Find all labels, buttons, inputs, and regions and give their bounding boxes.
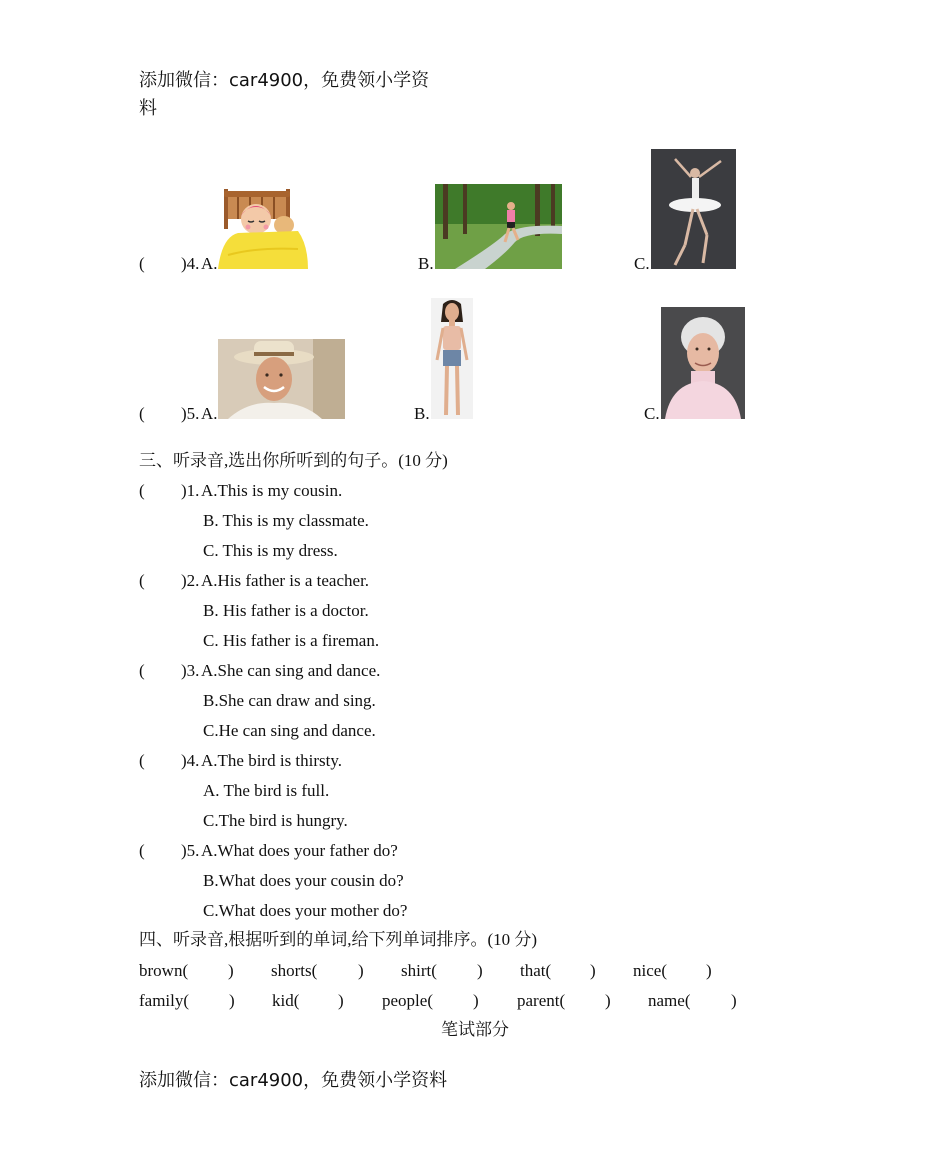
s3-q3-number: )3. bbox=[181, 661, 200, 680]
q5-option-b-label: B. bbox=[414, 404, 430, 423]
section3-title: 三、听录音,选出你所听到的句子。(10 分) bbox=[139, 451, 448, 470]
word-blank: family( bbox=[139, 991, 190, 1010]
s3-q5-option-a: A.What does your father do? bbox=[201, 841, 398, 860]
s3-q4-option-b: A. The bird is full. bbox=[203, 781, 330, 800]
q4-open-paren: ( bbox=[139, 254, 145, 273]
q5-option-a-label: A. bbox=[201, 404, 218, 423]
q4-option-b-label: B. bbox=[418, 254, 434, 273]
word-blank: people( bbox=[382, 991, 433, 1010]
q5-option-c-label: C. bbox=[644, 404, 660, 423]
s3-q5-open-paren: ( bbox=[139, 841, 145, 860]
s3-q3-option-c: C.He can sing and dance. bbox=[203, 721, 376, 740]
word-blank-close: ) bbox=[358, 961, 364, 980]
word-blank-close: ) bbox=[338, 991, 344, 1010]
q5-number: )5. bbox=[181, 404, 200, 423]
footer-wechat-note: 添加微信：car4900，免费领小学资料 bbox=[139, 1070, 448, 1091]
written-part-heading: 笔试部分 bbox=[441, 1020, 509, 1039]
s3-q1-option-b: B. This is my classmate. bbox=[203, 511, 369, 530]
old-man-hat-image bbox=[218, 339, 345, 419]
word-blank: name( bbox=[648, 991, 691, 1010]
s3-q2-number: )2. bbox=[181, 571, 200, 590]
word-blank: that( bbox=[520, 961, 552, 980]
ballet-dancer-image bbox=[651, 149, 736, 269]
word-blank-close: ) bbox=[473, 991, 479, 1010]
s3-q2-option-a: A.His father is a teacher. bbox=[201, 571, 370, 590]
word-blank-close: ) bbox=[228, 961, 234, 980]
word-blank: parent( bbox=[517, 991, 566, 1010]
word-blank: brown( bbox=[139, 961, 189, 980]
s3-q2-option-b: B. His father is a doctor. bbox=[203, 601, 369, 620]
word-blank-close: ) bbox=[706, 961, 712, 980]
wechat-note-line2: 料 bbox=[139, 98, 157, 119]
word-blank: kid( bbox=[272, 991, 300, 1010]
q4-number: )4. bbox=[181, 254, 200, 273]
q4-option-a-label: A. bbox=[201, 254, 218, 273]
q5-open-paren: ( bbox=[139, 404, 145, 423]
s3-q4-open-paren: ( bbox=[139, 751, 145, 770]
s3-q3-open-paren: ( bbox=[139, 661, 145, 680]
word-blank-close: ) bbox=[590, 961, 596, 980]
s3-q4-option-a: A.The bird is thirsty. bbox=[201, 751, 343, 770]
s3-q5-number: )5. bbox=[181, 841, 200, 860]
s3-q3-option-a: A.She can sing and dance. bbox=[201, 661, 381, 680]
word-blank-close: ) bbox=[229, 991, 235, 1010]
wechat-note-line1: 添加微信：car4900，免费领小学资 bbox=[139, 70, 430, 91]
s3-q1-open-paren: ( bbox=[139, 481, 145, 500]
word-blank: nice( bbox=[633, 961, 667, 980]
running-woman-image bbox=[435, 184, 562, 269]
s3-q3-option-b: B.She can draw and sing. bbox=[203, 691, 376, 710]
s3-q5-option-c: C.What does your mother do? bbox=[203, 901, 408, 920]
s3-q5-option-b: B.What does your cousin do? bbox=[203, 871, 404, 890]
s3-q1-number: )1. bbox=[181, 481, 200, 500]
word-blank: shorts( bbox=[271, 961, 318, 980]
s3-q4-number: )4. bbox=[181, 751, 200, 770]
word-blank-close: ) bbox=[477, 961, 483, 980]
s3-q1-option-c: C. This is my dress. bbox=[203, 541, 338, 560]
word-blank: shirt( bbox=[401, 961, 437, 980]
q4-option-c-label: C. bbox=[634, 254, 650, 273]
s3-q2-open-paren: ( bbox=[139, 571, 145, 590]
word-blank-close: ) bbox=[605, 991, 611, 1010]
young-woman-image bbox=[431, 298, 473, 419]
section4-title: 四、听录音,根据听到的单词,给下列单词排序。(10 分) bbox=[139, 930, 538, 949]
old-woman-image bbox=[661, 307, 745, 419]
s3-q4-option-c: C.The bird is hungry. bbox=[203, 811, 348, 830]
sleeping-child-image bbox=[218, 185, 308, 269]
s3-q1-option-a: A.This is my cousin. bbox=[201, 481, 343, 500]
s3-q2-option-c: C. His father is a fireman. bbox=[203, 631, 380, 650]
word-blank-close: ) bbox=[731, 991, 737, 1010]
